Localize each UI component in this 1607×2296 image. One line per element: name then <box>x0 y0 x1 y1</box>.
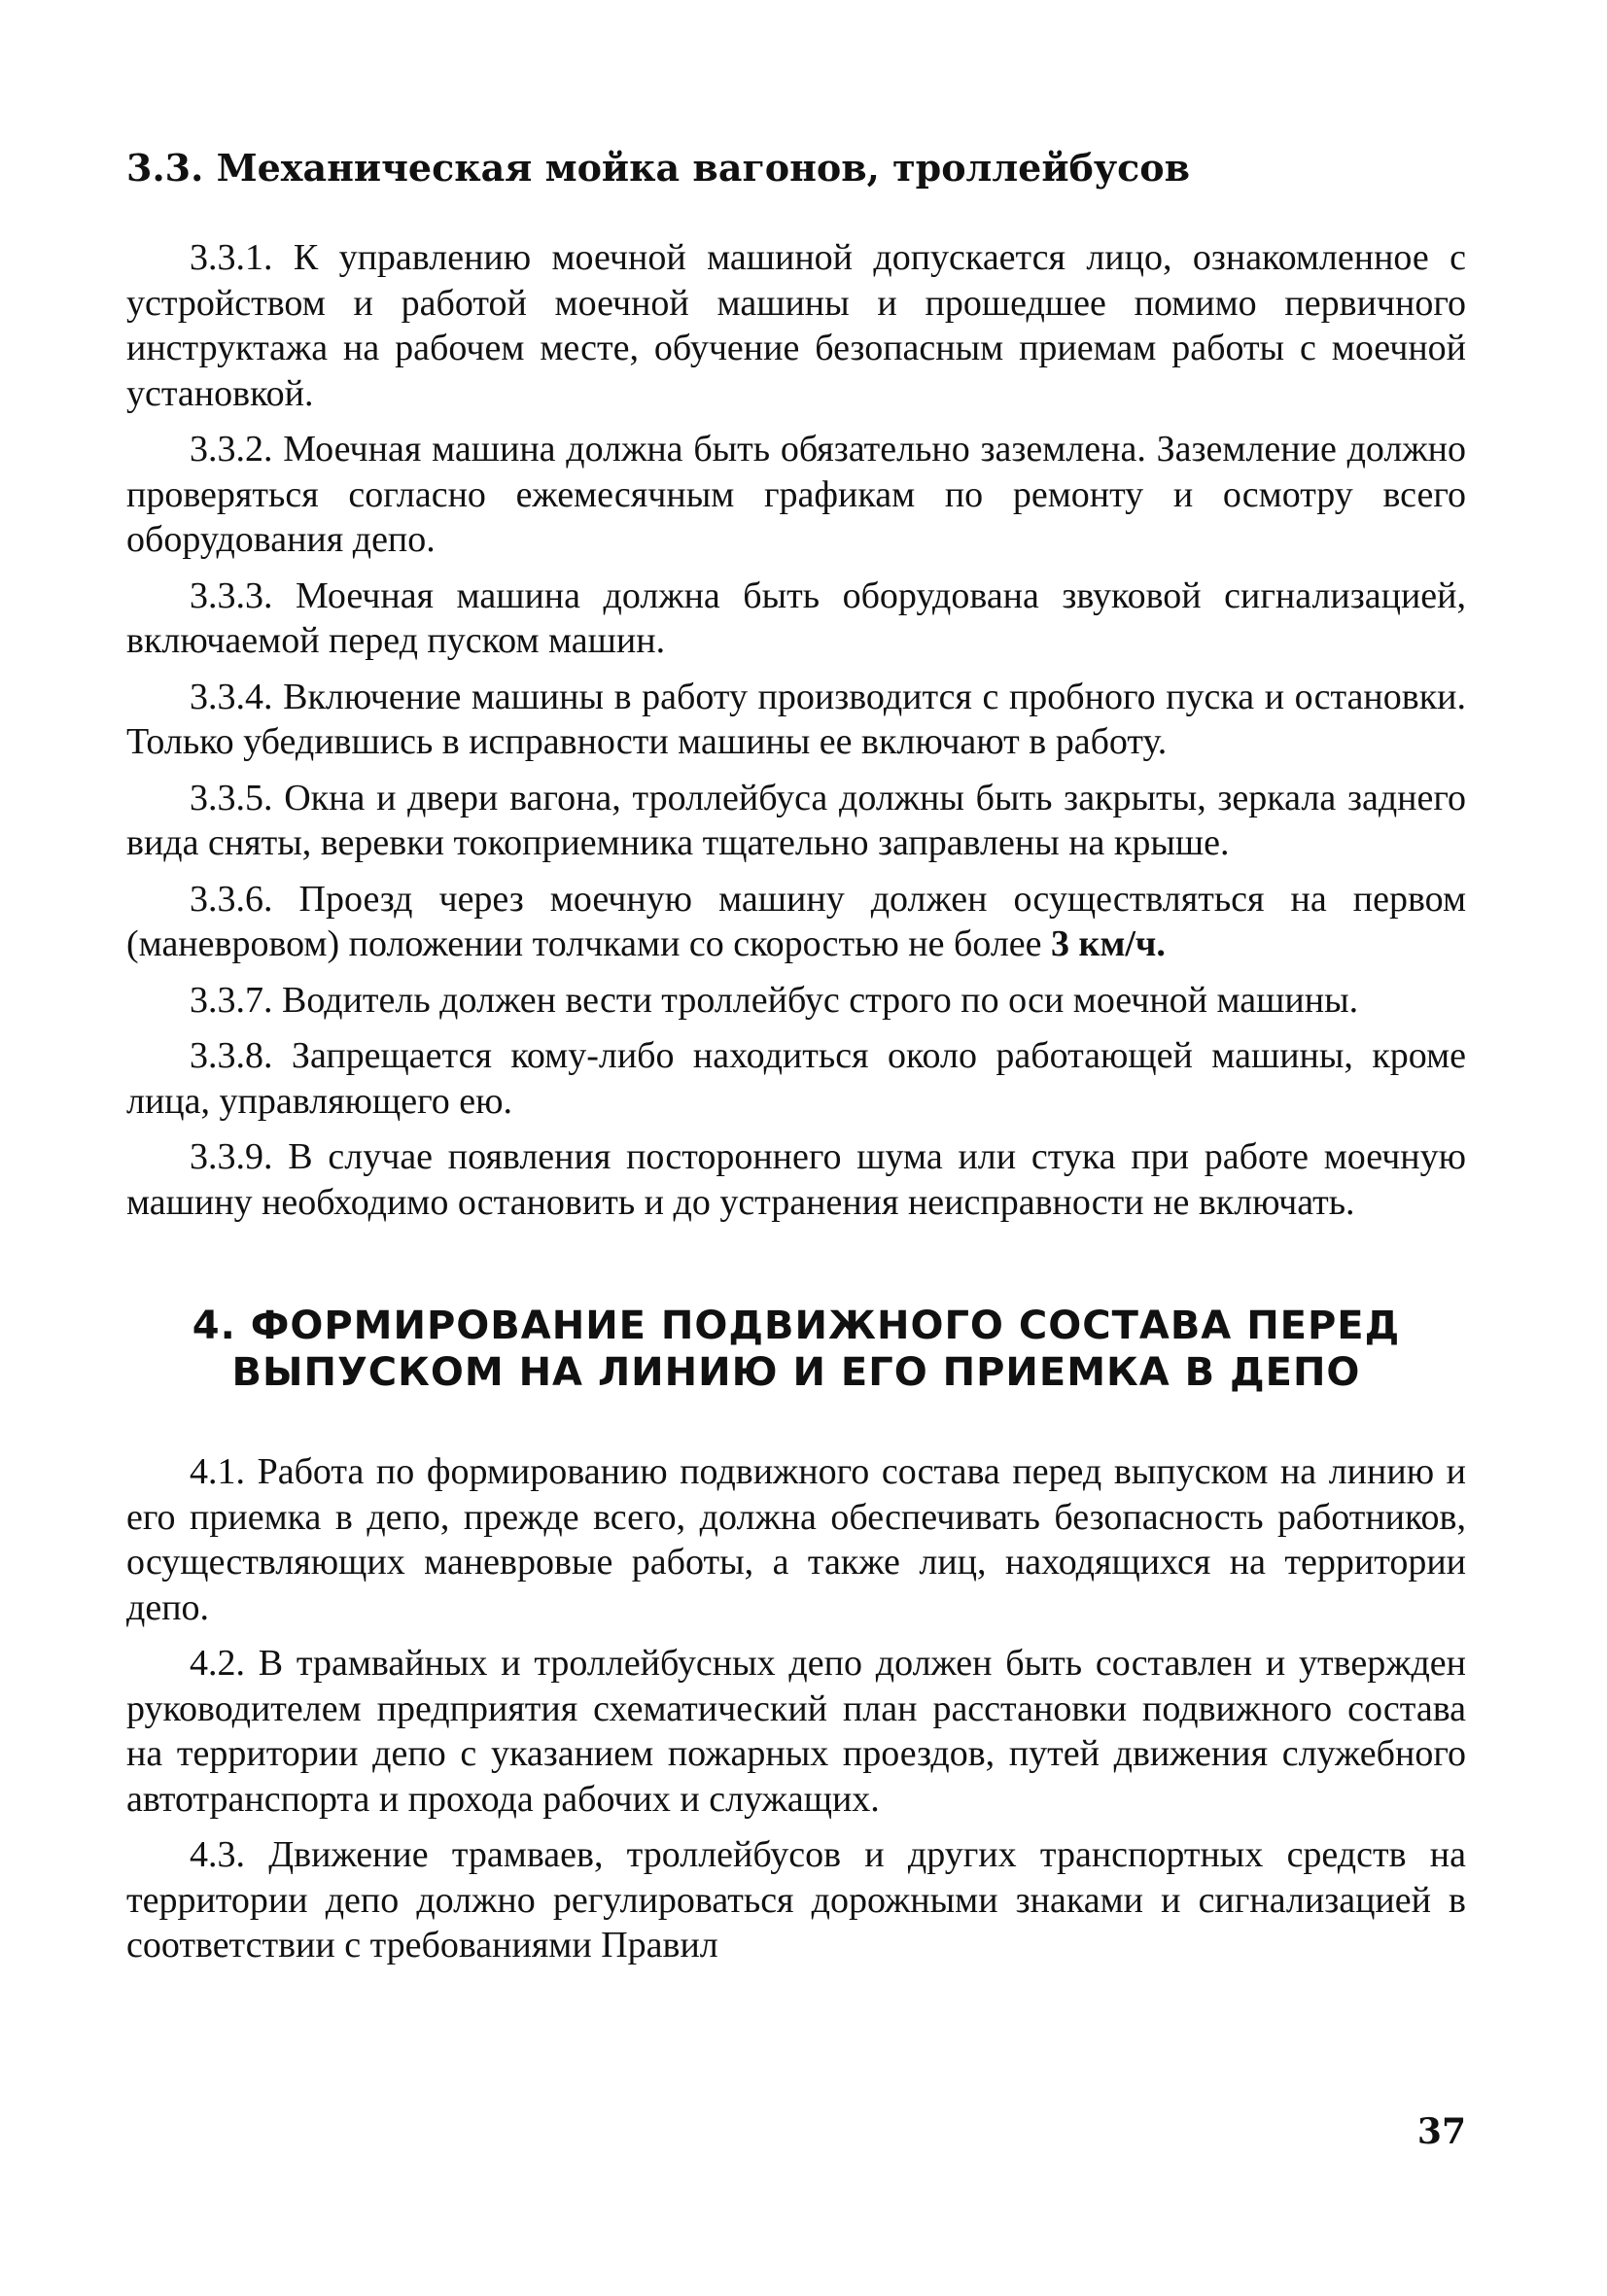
paragraph-4-3: 4.3. Движение трамваев, троллейбусов и других транспортных средств на территории депо должно регулироваться дорожными знаками и сигнализацией в соответствии с требованиями Правил <box>126 1834 1466 1966</box>
page-number: 37 <box>1416 2111 1466 2152</box>
paragraph-3-3-6 <box>126 877 1466 967</box>
paragraph-4-2: 4.2. В трамвайных и троллейбусных депо должен быть составлен и утвержден руководителем предприятия схематический план расстановки подвижного состава на территории депо с указанием пожарных проездов, путей движения служебного автотранспорта и прохода рабочих и служащих. <box>126 1643 1466 1820</box>
paragraph-3-3-3: 3.3.3. Моечная машина должна быть оборудована звуковой сигнализацией, включаемой перед пуском машин. <box>126 574 1466 661</box>
paragraph-3-3-7: 3.3.7. Водитель должен вести троллейбус строго по оси моечной машины. <box>190 979 1359 1021</box>
paragraph-3-3-1: 3.3.1. К управлению моечной машиной допускается лицо, ознакомленное с устройством и работой моечной машины и прошедшее помимо первичного инструктажа на рабочем месте, обучение безопасным приемам работы с моечной установкой. <box>126 237 1466 414</box>
section-title <box>126 1303 1466 1396</box>
paragraph-3-3-5: 3.3.5. Окна и двери вагона, троллейбуса должны быть закрыты, зеркала заднего вида сняты, веревки токоприемника тщательно заправлены на крыше. <box>126 777 1466 863</box>
paragraph-3-3-8: 3.3.8. Запрещается кому-либо находиться около работающей машины, кроме лица, управляющего ею. <box>126 1035 1466 1122</box>
section-title-line-1: 4. ФОРМИРОВАНИЕ ПОДВИЖНОГО СОСТАВА ПЕРЕД <box>192 1304 1401 1348</box>
subsection-heading: 3.3. Механическая мойка вагонов, троллейбусов <box>126 146 1191 190</box>
paragraph-3-3-6-text: 3.3.6. Проезд через моечную машину должен осуществляться на первом (маневровом) положении толчками со скоростью не более <box>126 878 1466 964</box>
section-title-line-2: ВЫПУСКОМ НА ЛИНИЮ И ЕГО ПРИЕМКА В ДЕПО <box>231 1350 1361 1395</box>
paragraph-3-3-2: 3.3.2. Моечная машина должна быть обязательно заземлена. Заземление должно проверяться согласно ежемесячным графикам по ремонту и осмотру всего оборудования депо. <box>126 429 1466 560</box>
speed-limit-value: 3 км/ч. <box>1051 923 1166 964</box>
paragraph-3-3-9: 3.3.9. В случае появления постороннего шума или стука при работе моечную машину необходимо остановить и до устранения неисправности не включать. <box>126 1136 1466 1223</box>
paragraph-3-3-4: 3.3.4. Включение машины в работу производится с пробного пуска и остановки. Только убедившись в исправности машины ее включают в работу. <box>126 676 1466 762</box>
document-page <box>126 146 1466 2245</box>
paragraph-4-1: 4.1. Работа по формированию подвижного состава перед выпуском на линию и его приемка в депо, прежде всего, должна обеспечивать безопасность работников, осуществляющих маневровые работы, а также лиц, находящихся на территории депо. <box>126 1451 1466 1628</box>
